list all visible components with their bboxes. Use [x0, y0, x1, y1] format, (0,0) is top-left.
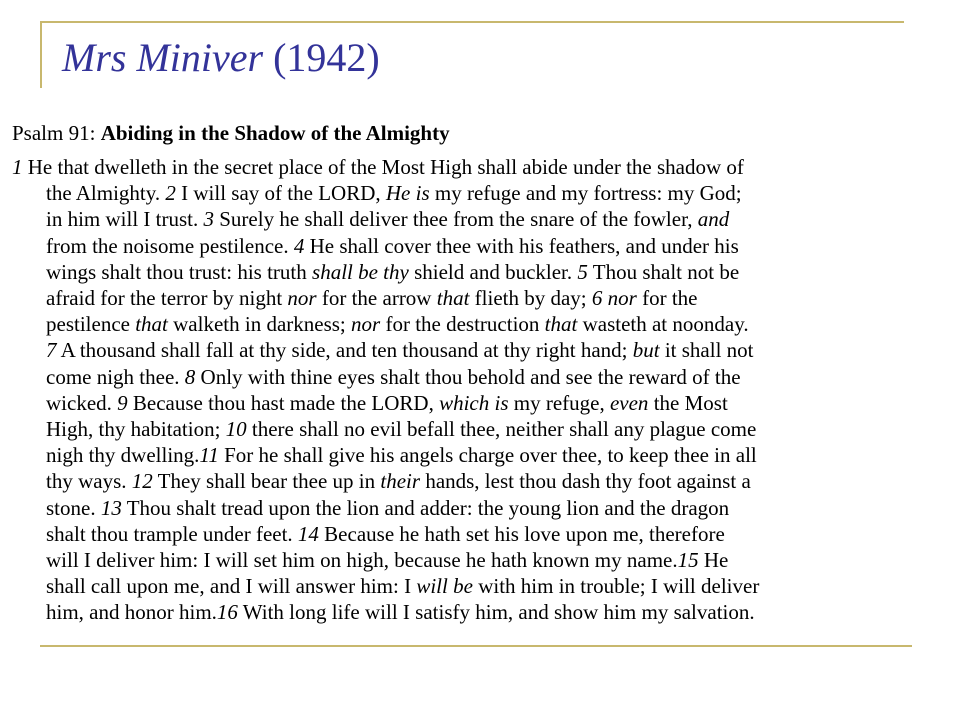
verse-text: nigh thy dwelling. [46, 443, 200, 468]
verse-number: 8 [184, 364, 196, 389]
text-line-11 [12, 416, 956, 442]
verse-text: flieth by day; [469, 286, 592, 311]
verse-text: wings shalt thou trust: his truth [46, 259, 313, 284]
verse-text: hands, lest thou dash thy foot against a [420, 469, 751, 494]
text-line-7 [12, 311, 956, 337]
verse-text: thy ways. [46, 469, 132, 494]
verse-number: 9 [117, 390, 128, 415]
psalm-heading [12, 120, 450, 146]
verse-text: it shall not [659, 338, 754, 363]
verse-text: for the destruction [380, 312, 545, 337]
verse-text: With long life will I satisfy him, and show him my salvation. [237, 600, 755, 625]
verse-number: 12 [131, 469, 153, 494]
verse-text: shall call upon me, and I will answer him: I [46, 574, 417, 599]
verse-text: for the arrow [316, 286, 437, 311]
verse-number: 11 [199, 443, 219, 468]
verse-text: Only with thine eyes shalt thou behold and see the reward of the [195, 364, 741, 389]
text-line-10 [12, 390, 956, 416]
text-line-3 [12, 206, 956, 232]
verse-number: 16 [216, 600, 238, 625]
verse-italic: He is [385, 181, 430, 206]
verse-text: He shall cover thee with his feathers, and under his [304, 233, 739, 258]
slide-title [62, 35, 380, 80]
verse-text: from the noisome pestilence. [46, 233, 294, 258]
verse-text: For he shall give his angels charge over thee, to keep thee in all [218, 443, 757, 468]
verse-text: stone. [46, 495, 101, 520]
verse-italic: which is [439, 390, 509, 415]
psalm-heading-prefix: Psalm 91: [12, 121, 101, 145]
verse-italic: their [380, 469, 421, 494]
verse-text: He that dwelleth in the secret place of the Most High shall abide under the shadow of [22, 155, 744, 179]
verse-italic: will be [416, 574, 473, 599]
verse-text: Because thou hast made the LORD, [127, 390, 440, 415]
verse-text: my refuge and my fortress: my God; [429, 181, 742, 206]
verse-text: wasteth at noonday. [577, 312, 749, 337]
verse-text: Thou shalt tread upon the lion and adder: the young lion and the dragon [121, 495, 730, 520]
verse-number: 4 [293, 233, 305, 258]
text-line-13 [12, 468, 956, 494]
verse-italic: that [544, 312, 578, 337]
verse-italic: nor [287, 286, 317, 311]
verse-italic: nor [602, 286, 637, 311]
verse-number: 15 [677, 548, 699, 573]
verse-text: the Most [648, 390, 728, 415]
verse-number: 13 [100, 495, 122, 520]
verse-text: come nigh thee. [46, 364, 185, 389]
verse-text: wicked. [46, 390, 118, 415]
verse-number: 10 [225, 417, 247, 442]
text-line-6 [12, 285, 956, 311]
verse-text: Thou shalt not be [587, 259, 740, 284]
text-line-17 [12, 573, 956, 599]
bottom-rule [40, 645, 912, 647]
text-line-8 [12, 337, 956, 363]
text-line-2 [12, 180, 956, 206]
psalm-heading-title: Abiding in the Shadow of the Almighty [100, 121, 450, 145]
verse-number: 2 [165, 181, 176, 206]
verse-italic: that [436, 286, 470, 311]
verse-text: pestilence [46, 312, 136, 337]
text-line-4 [12, 233, 956, 259]
text-line-18 [12, 599, 956, 625]
verse-italic: even [609, 390, 649, 415]
verse-text: walketh in darkness; [167, 312, 352, 337]
verse-italic: that [135, 312, 168, 337]
text-line-15 [12, 521, 956, 547]
verse-italic: and [697, 207, 730, 232]
text-line-16 [12, 547, 956, 573]
verse-text: the Almighty. [46, 181, 166, 206]
text-line-9 [12, 364, 956, 390]
text-line-12 [12, 442, 956, 468]
text-line-14 [12, 495, 956, 521]
verse-number: 3 [203, 207, 214, 232]
verse-italic: but [632, 338, 660, 363]
title-year: (1942) [273, 35, 380, 80]
verse-text: They shall bear thee up in [152, 469, 381, 494]
verse-italic: shall be thy [312, 259, 409, 284]
left-rule [40, 21, 42, 88]
title-film-name: Mrs Miniver [62, 35, 264, 80]
verse-text: I will say of the LORD, [175, 181, 386, 206]
verse-text: shalt thou trample under feet. [46, 521, 298, 546]
verse-text: Surely he shall deliver thee from the snare of the fowler, [214, 207, 698, 232]
verse-text: A thousand shall fall at thy side, and ten thousand at thy right hand; [56, 338, 633, 363]
verse-text: shield and buckler. [408, 259, 578, 284]
verse-number: 14 [297, 521, 319, 546]
verse-number: 1 [12, 155, 23, 179]
verse-number: 5 [577, 259, 588, 284]
psalm-text [12, 154, 956, 626]
verse-text: High, thy habitation; [46, 417, 226, 442]
top-rule [40, 21, 904, 23]
verse-text: afraid for the terror by night [46, 286, 288, 311]
verse-text: my refuge, [508, 390, 610, 415]
verse-text: for the [636, 286, 698, 311]
verse-text: will I deliver him: I will set him on high, because he hath known my name. [46, 548, 678, 573]
verse-text: in him will I trust. [46, 207, 204, 232]
verse-text: Because he hath set his love upon me, therefore [318, 521, 725, 546]
verse-number: 6 [591, 286, 603, 311]
verse-text: He [698, 548, 729, 573]
verse-text: there shall no evil befall thee, neither shall any plague come [246, 417, 757, 442]
text-line-5 [12, 259, 956, 285]
verse-text: him, and honor him. [46, 600, 217, 625]
verse-italic: nor [351, 312, 381, 337]
text-line-1 [12, 154, 956, 180]
verse-text: with him in trouble; I will deliver [472, 574, 760, 599]
verse-number: 7 [46, 338, 57, 363]
